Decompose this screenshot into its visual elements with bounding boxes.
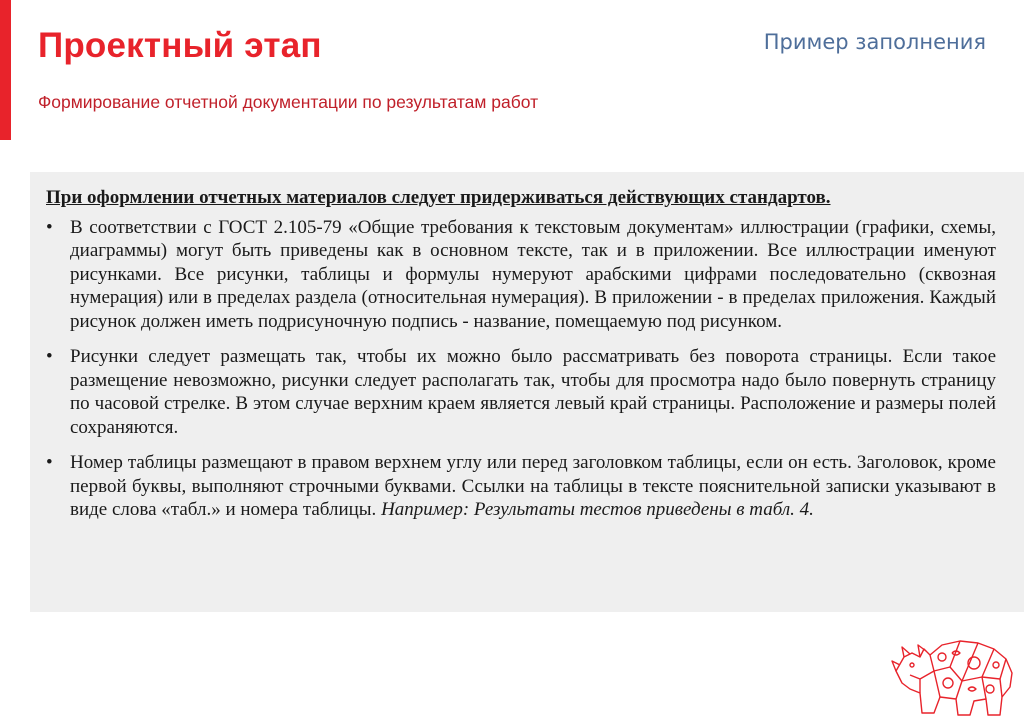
- list-item-example: Например: Результаты тестов приведены в табл. 4.: [381, 499, 814, 520]
- list-item-text: Рисунки следует размещать так, чтобы их можно было рассматривать без поворота страницы. Если такое размещение невозможно, рисунки следует располагать так, чтобы для просмотра надо было повернуть страницу по часовой стрелке. В этом случае верхним краем является левый край страницы. Расположение и размеры полей сохраняются.: [70, 346, 996, 438]
- rhino-logo-icon: [890, 627, 1018, 719]
- list-item-text: Номер таблицы размещают в правом верхнем углу или перед заголовком таблицы, если он есть. Заголовок, кроме первой буквы, выполняют строчными буквами. Ссылки на таблицы в тексте пояснительной записки указывают в виде слова «табл.» и номера таблицы.: [70, 452, 996, 520]
- list-item: [46, 345, 996, 439]
- page-title: Проектный этап: [38, 26, 322, 65]
- content-body: [46, 186, 996, 534]
- bullet-icon: •: [46, 452, 53, 473]
- content-heading: При оформлении отчетных материалов следует придерживаться действующих стандартов.: [46, 187, 831, 208]
- list-item: [46, 451, 996, 522]
- list-item-text: В соответствии с ГОСТ 2.105-79 «Общие требования к текстовым документам» иллюстрации (графики, схемы, диаграммы) могут быть приведены как в основном тексте, так и в приложении. Все иллюстрации именуют рисунками. Все рисунки, таблицы и формулы нумеруют арабскими цифрами последовательно (сквозная нумерация) или в пределах раздела (относительная нумерация). В приложении - в пределах приложения. Каждый рисунок должен иметь подрисуночную подпись - название, помещаемую под рисунком.: [70, 216, 996, 332]
- accent-bar: [0, 0, 11, 140]
- page-subtitle: Формирование отчетной документации по результатам работ: [38, 92, 539, 112]
- bullet-icon: •: [46, 346, 53, 367]
- bullet-list: [46, 216, 996, 522]
- list-item: [46, 216, 996, 334]
- bullet-icon: •: [46, 216, 53, 238]
- example-label: Пример заполнения: [763, 30, 986, 54]
- content-panel: [30, 172, 1024, 612]
